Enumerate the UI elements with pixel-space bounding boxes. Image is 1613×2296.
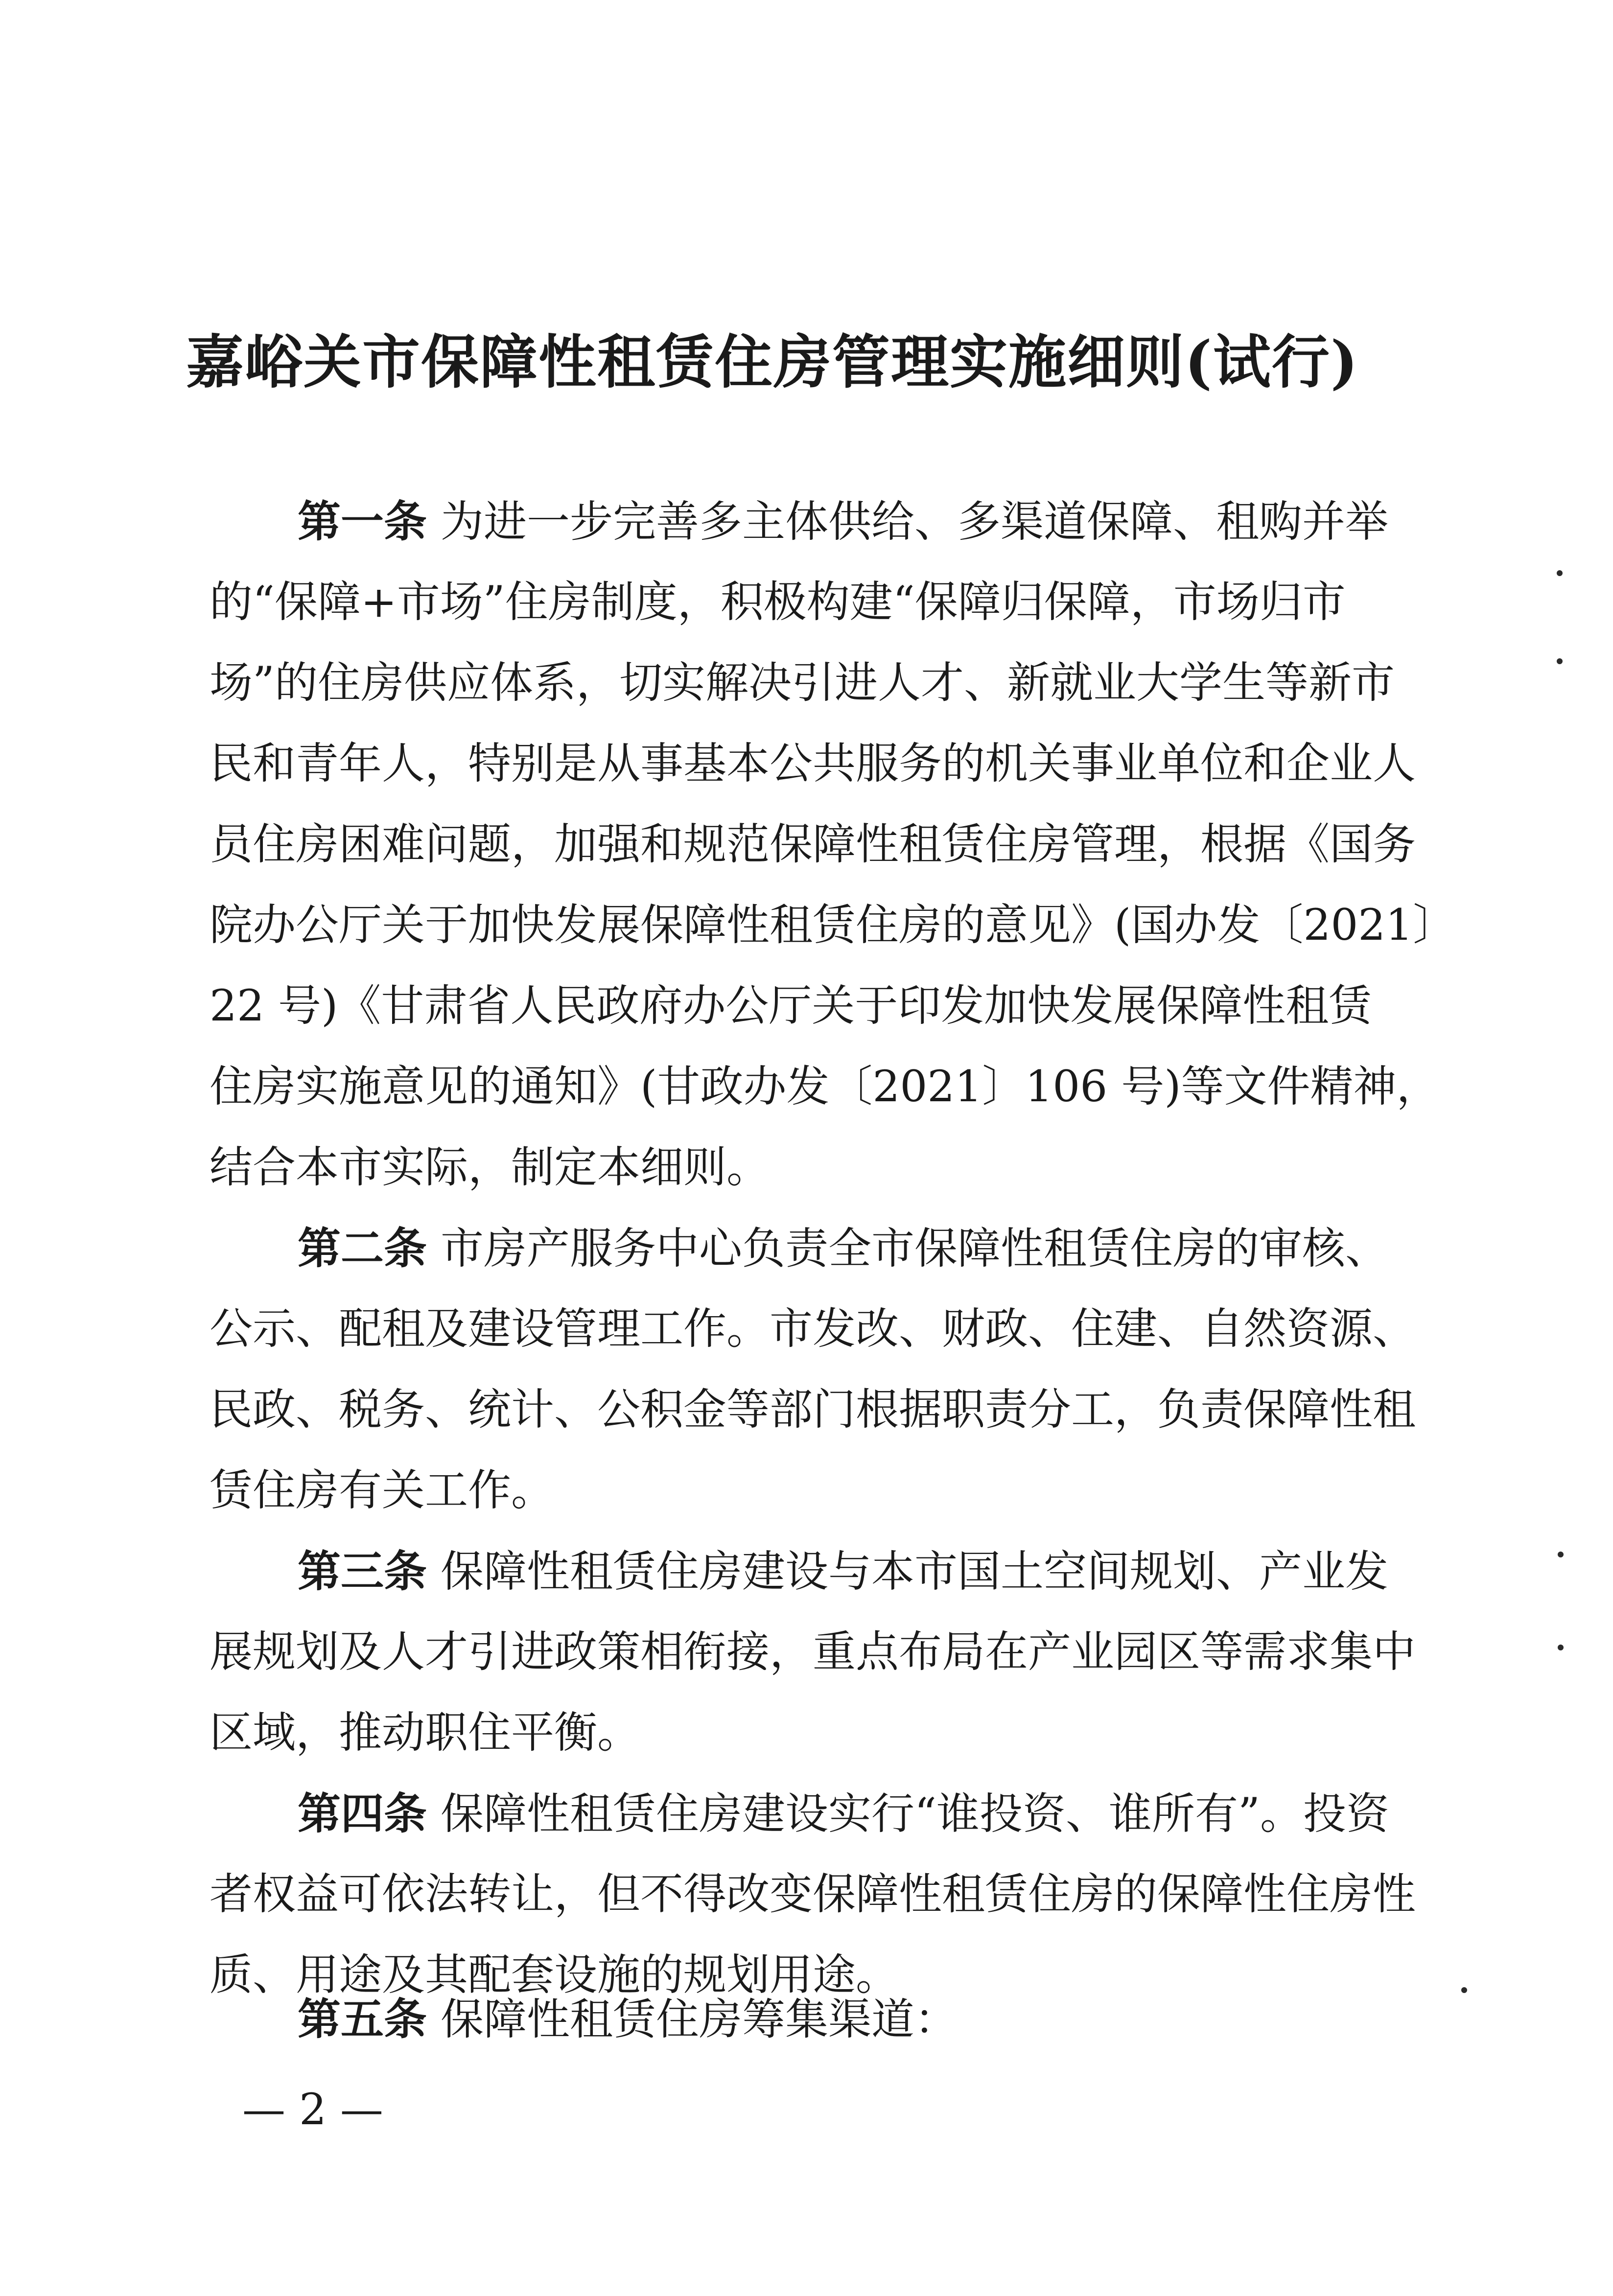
scan-speck (1557, 658, 1563, 664)
article-3-label: 第三条 (298, 1546, 427, 1597)
scan-speck (1461, 1987, 1467, 1993)
article-4-line-3: 质、用途及其配套设施的规划用途。 (210, 1949, 899, 2000)
article-3-line-1 (298, 1539, 1388, 1603)
page-number: — 2 — (242, 2084, 383, 2134)
article-1-line-9: 结合本市实际，制定本细则。 (210, 1142, 770, 1192)
article-4-label: 第四条 (298, 1788, 427, 1839)
article-1-text: 为进一步完善多主体供给、多渠道保障、租购并举 (427, 496, 1388, 547)
scan-speck (1558, 1552, 1564, 1557)
article-1-line-5: 员住房困难问题，加强和规范保障性租赁住房管理，根据《国务 (210, 819, 1416, 869)
article-5-text: 保障性租赁住房筹集渠道： (427, 1994, 958, 2044)
article-2-line-4: 赁住房有关工作。 (210, 1465, 555, 1515)
document-title: 嘉峪关市保障性租赁住房管理实施细则(试行) (186, 328, 1359, 396)
article-2-line-1 (298, 1216, 1388, 1280)
article-1-line-1 (298, 489, 1388, 553)
article-4-line-2: 者权益可依法转让，但不得改变保障性租赁住房的保障性住房性 (210, 1869, 1416, 1919)
scan-speck (1558, 1645, 1564, 1650)
article-1-line-6: 院办公厅关于加快发展保障性租赁住房的意见》(国办发〔2021〕 (210, 900, 1456, 950)
article-2-line-3: 民政、税务、统计、公积金等部门根据职责分工，负责保障性租 (210, 1384, 1416, 1435)
article-2-line-2: 公示、配租及建设管理工作。市发改、财政、住建、自然资源、 (210, 1303, 1416, 1354)
article-1-line-4: 民和青年人，特别是从事基本公共服务的机关事业单位和企业人 (210, 738, 1416, 789)
article-2-text: 市房产服务中心负责全市保障性租赁住房的审核、 (427, 1223, 1388, 1274)
article-1-line-8: 住房实施意见的通知》(甘政办发〔2021〕106 号)等文件精神， (210, 1061, 1440, 1112)
article-3-line-3: 区域，推动职住平衡。 (210, 1707, 641, 1758)
article-3-text: 保障性租赁住房建设与本市国土空间规划、产业发 (427, 1546, 1388, 1597)
article-1-label: 第一条 (298, 496, 427, 547)
article-5-label: 第五条 (298, 1994, 427, 2044)
article-1-line-7: 22 号)《甘肃省人民政府办公厅关于印发加快发展保障性租赁 (210, 980, 1372, 1031)
scan-speck (1557, 570, 1563, 576)
article-4-line-1 (298, 1782, 1389, 1845)
article-3-line-2: 展规划及人才引进政策相衔接，重点布局在产业园区等需求集中 (210, 1626, 1416, 1677)
article-5-line-1 (298, 1987, 958, 2051)
article-2-label: 第二条 (298, 1223, 427, 1274)
article-1-line-2: 的“保障+市场”住房制度，积极构建“保障归保障，市场归市 (210, 577, 1346, 627)
article-4-text: 保障性租赁住房建设实行“谁投资、谁所有”。投资 (427, 1788, 1389, 1839)
article-1-line-3: 场”的住房供应体系，切实解决引进人才、新就业大学生等新市 (210, 657, 1395, 708)
